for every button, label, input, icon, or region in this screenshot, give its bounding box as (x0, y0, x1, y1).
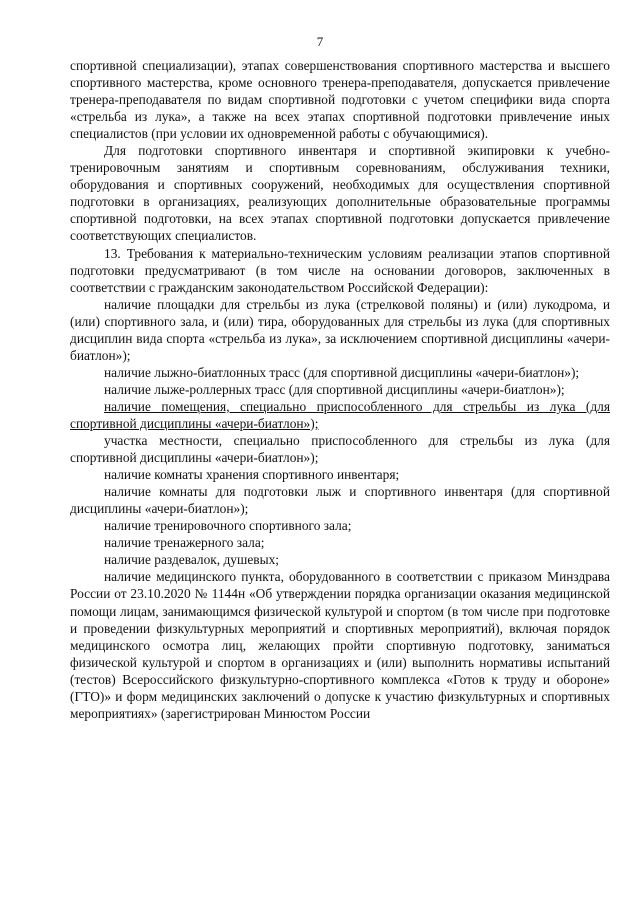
list-item-locker-rooms: наличие раздевалок, душевых; (104, 552, 279, 568)
paragraph-specialists-continuation: спортивной специализации), этапах совершенствования спортивного мастерства и высшего спортивного мастерства, кроме основного тренера-преподавателя, допускается привлечение тренера-преподавателя по видам спортивной подготовки с учетом специфики вида спорта «стрельба из лука», а также на всех этапах спортивной подготовки привлечение иных специалистов (при условии их одновременной работы с обучающимися). (70, 58, 610, 142)
list-item-training-hall: наличие тренировочного спортивного зала; (104, 518, 352, 534)
list-item-archery-field: наличие площадки для стрельбы из лука (стрелковой поляны) и (или) лукодрома, и (или) спортивного зала, и (или) тира, оборудованных для стрельбы из лука (для спортивных дисциплин вида спорта «стрельба из лука», за исключением спортивной дисциплины «ачери-биатлон»); (70, 296, 610, 363)
list-item-roller-ski-tracks: наличие лыже-роллерных трасс (для спортивной дисциплины «ачери-биатлон»); (104, 381, 565, 397)
document-body (70, 57, 610, 722)
list-item-archery-terrain: участка местности, специально приспособленного для стрельбы из лука (для спортивной дисциплины «ачери-биатлон»); (70, 433, 610, 466)
list-item-medical-point: наличие медицинского пункта, оборудованного в соответствии с приказом Минздрава России от 23.10.2020 № 1144н «Об утверждении порядка организации оказания медицинской помощи лицам, занимающимся физической культурой и спортом (в том числе при подготовке и проведении физкультурных мероприятий и спортивных мероприятий), включая порядок медицинского осмотра лиц, желающих пройти спортивную подготовку, заниматься физической культурой и спортом в организациях и (или) выполнить нормативы испытаний (тестов) Всероссийского физкультурно-спортивного комплекса «Готов к труду и обороне» (ГТО)» и форм медицинских заключений о допуске к участию физкультурных и спортивных мероприятиях» (зарегистрирован Минюстом России (70, 569, 610, 721)
list-item-ski-biathlon-tracks: наличие лыжно-биатлонных трасс (для спортивной дисциплины «ачери-биатлон»); (104, 364, 580, 380)
paragraph-requirements-13: 13. Требования к материально-техническим условиям реализации этапов спортивной подготовки предусматривают (в том числе на основании договоров, заключенных в соответствии с гражданским законодательством Российской Федерации): (70, 245, 610, 295)
list-item-ski-preparation-room: наличие комнаты для подготовки лыж и спортивного инвентаря (для спортивной дисциплины «ачери-биатлон»); (70, 484, 610, 517)
list-item-archery-room: наличие помещения, специально приспособленного для стрельбы из лука (для спортивной дисциплины «ачери-биатлон»); (70, 398, 610, 431)
list-item-gym: наличие тренажерного зала; (104, 535, 265, 551)
paragraph-equipment-specialists: Для подготовки спортивного инвентаря и спортивной экипировки к учебно-тренировочным занятиям и спортивным соревнованиям, обслуживания техники, оборудования и спортивных сооружений, необходимых для осуществления спортивной подготовки в организациях, реализующих дополнительные образовательные программы спортивной подготовки, на всех этапах спортивной подготовки допускается привлечение соответствующих специалистов. (70, 143, 610, 244)
page-number: 7 (316, 34, 324, 49)
list-item-inventory-storage: наличие комнаты хранения спортивного инвентаря; (104, 467, 400, 483)
